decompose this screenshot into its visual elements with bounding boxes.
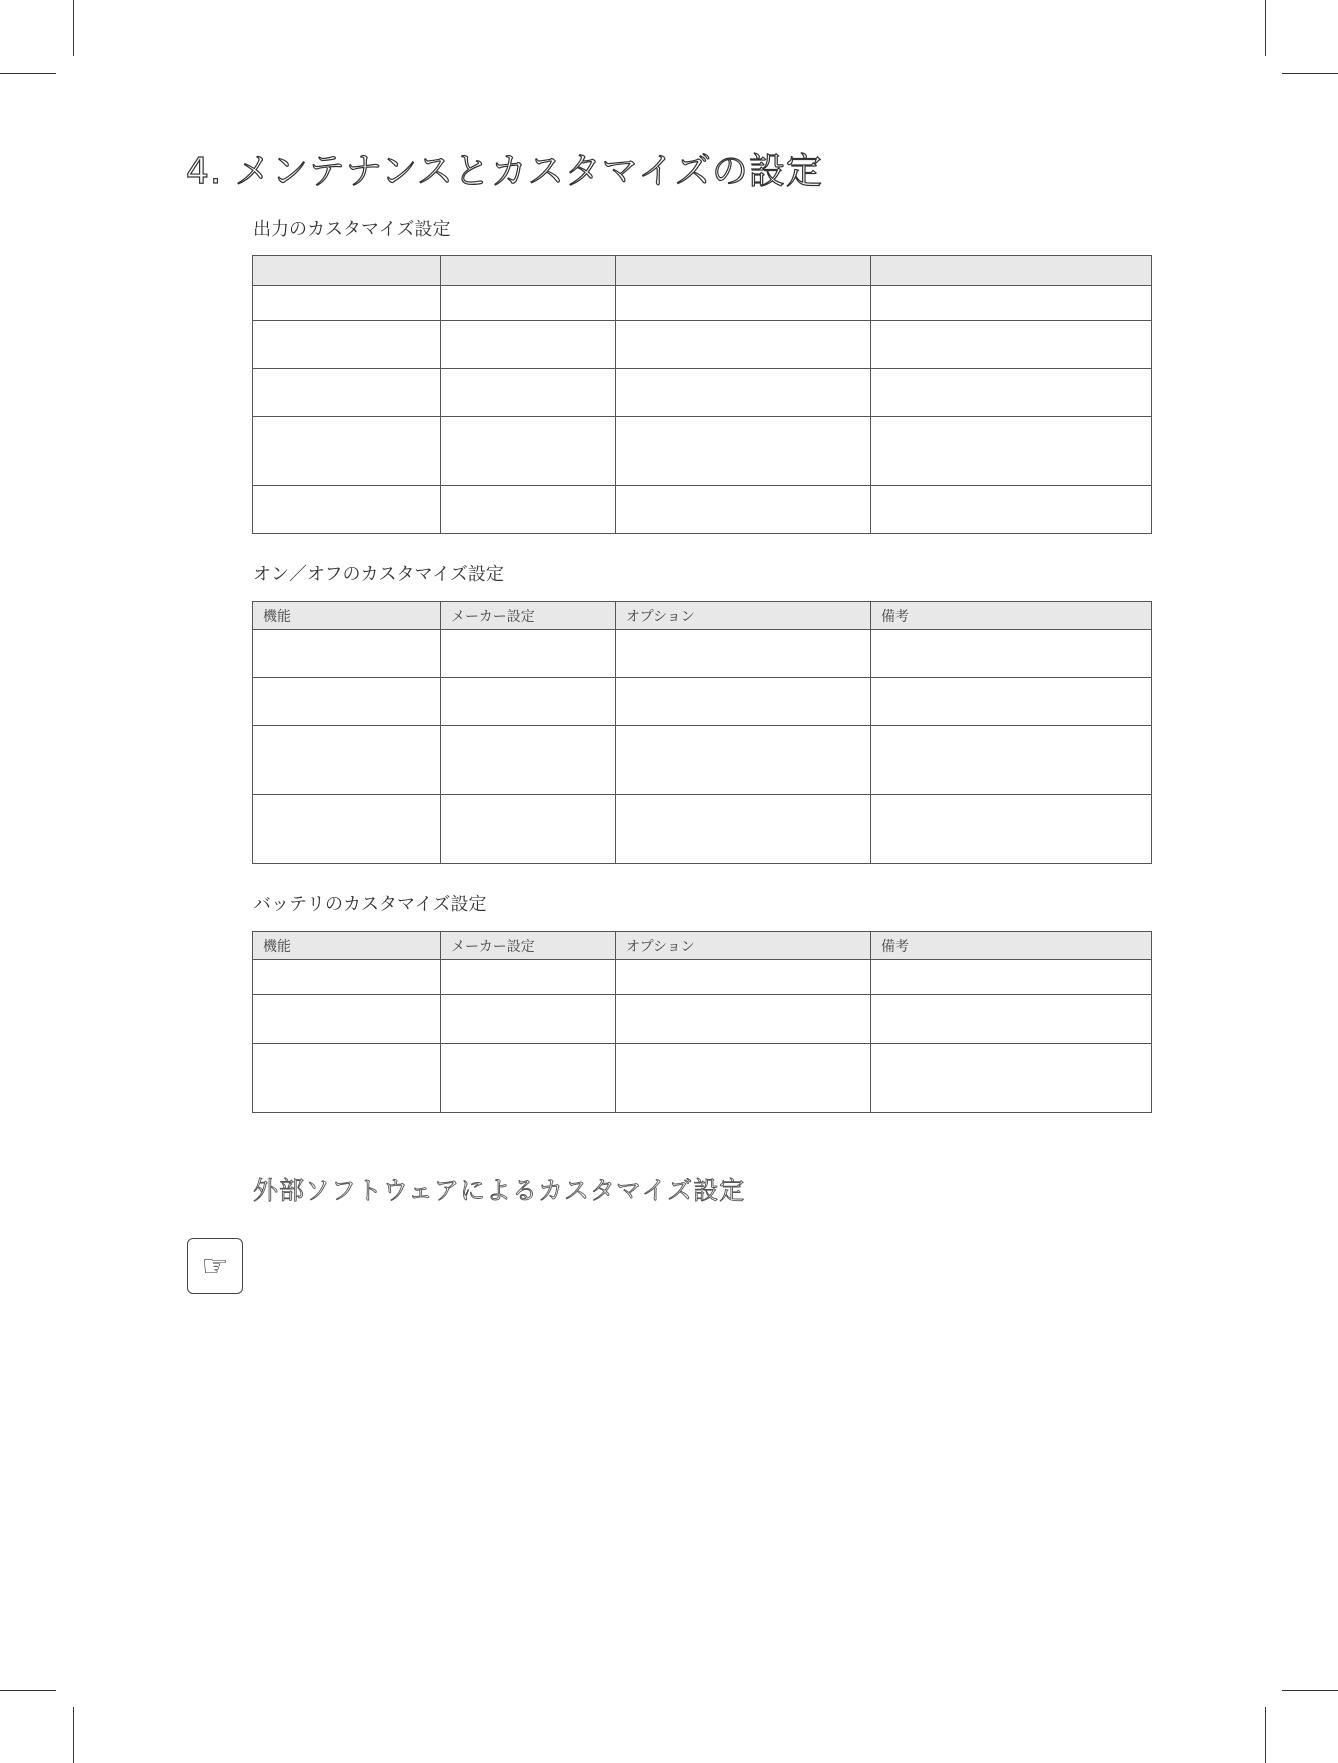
table-cell: [441, 995, 616, 1044]
crop-mark: [1282, 1690, 1338, 1691]
column-header: [253, 256, 441, 286]
table-cell: [253, 486, 441, 534]
table-cell: [871, 795, 1152, 864]
table-cell: [253, 960, 441, 995]
table-row: [253, 286, 1152, 321]
table-row: [253, 417, 1152, 486]
table-cell: [441, 960, 616, 995]
crop-mark: [1265, 0, 1266, 56]
table-header-row: [253, 932, 1152, 960]
crop-mark: [0, 1690, 56, 1691]
table-cell: [871, 678, 1152, 726]
column-header-maker-setting: メーカー設定: [441, 602, 616, 630]
table-cell: [441, 726, 616, 795]
column-header-function: 機能: [253, 932, 441, 960]
table-cell: [871, 369, 1152, 417]
table-row: [253, 678, 1152, 726]
page-title: 4. メンテナンスとカスタマイズの設定: [186, 151, 823, 192]
section-heading-output: 出力のカスタマイズ設定: [253, 219, 451, 240]
table-cell: [441, 486, 616, 534]
table-cell: [253, 1044, 441, 1113]
table-cell: [871, 960, 1152, 995]
table-cell: [253, 995, 441, 1044]
table-row: [253, 795, 1152, 864]
table-cell: [253, 417, 441, 486]
table-cell: [253, 630, 441, 678]
column-header-remarks: 備考: [871, 602, 1152, 630]
table-cell: [616, 286, 871, 321]
table-header-row: [253, 602, 1152, 630]
table-cell: [616, 486, 871, 534]
column-header-option: オプション: [616, 932, 871, 960]
crop-mark: [0, 73, 56, 74]
table-cell: [871, 726, 1152, 795]
table-cell: [441, 286, 616, 321]
table-cell: [616, 417, 871, 486]
table-cell: [253, 369, 441, 417]
column-header-function: 機能: [253, 602, 441, 630]
table-row: [253, 630, 1152, 678]
table-row: [253, 726, 1152, 795]
crop-mark: [1282, 73, 1338, 74]
table-cell: [441, 321, 616, 369]
table-cell: [616, 630, 871, 678]
table-cell: [253, 795, 441, 864]
table-cell: [616, 369, 871, 417]
table-header-row: [253, 256, 1152, 286]
section-heading-external-software: 外部ソフトウェアによるカスタマイズ設定: [253, 1176, 746, 1205]
column-header-remarks: 備考: [871, 932, 1152, 960]
table-row: [253, 486, 1152, 534]
table-cell: [253, 726, 441, 795]
table-row: [253, 321, 1152, 369]
crop-mark: [73, 0, 74, 56]
table-cell: [871, 995, 1152, 1044]
table-cell: [871, 286, 1152, 321]
onoff-settings-table: [252, 601, 1152, 864]
column-header: [616, 256, 871, 286]
table-cell: [253, 321, 441, 369]
table-cell: [441, 369, 616, 417]
table-cell: [441, 678, 616, 726]
crop-mark: [1265, 1707, 1266, 1763]
table-cell: [253, 678, 441, 726]
table-cell: [871, 321, 1152, 369]
table-row: [253, 369, 1152, 417]
table-cell: [871, 486, 1152, 534]
table-row: [253, 960, 1152, 995]
pointing-hand-glyph: ☞: [201, 1248, 229, 1284]
pointing-hand-icon: [187, 1238, 243, 1294]
section-heading-onoff: オン／オフのカスタマイズ設定: [253, 564, 504, 585]
section-heading-battery: バッテリのカスタマイズ設定: [253, 894, 487, 915]
table-cell: [441, 630, 616, 678]
table-cell: [871, 630, 1152, 678]
table-cell: [616, 678, 871, 726]
table-cell: [616, 321, 871, 369]
column-header: [441, 256, 616, 286]
output-settings-table: [252, 255, 1152, 534]
table-cell: [616, 726, 871, 795]
table-cell: [441, 1044, 616, 1113]
table-cell: [871, 417, 1152, 486]
table-cell: [441, 417, 616, 486]
table-cell: [253, 286, 441, 321]
column-header: [871, 256, 1152, 286]
table-row: [253, 995, 1152, 1044]
table-cell: [616, 960, 871, 995]
column-header-maker-setting: メーカー設定: [441, 932, 616, 960]
column-header-option: オプション: [616, 602, 871, 630]
crop-mark: [73, 1707, 74, 1763]
table-cell: [441, 795, 616, 864]
table-cell: [616, 795, 871, 864]
table-cell: [616, 995, 871, 1044]
battery-settings-table: [252, 931, 1152, 1113]
table-cell: [616, 1044, 871, 1113]
table-cell: [871, 1044, 1152, 1113]
table-row: [253, 1044, 1152, 1113]
